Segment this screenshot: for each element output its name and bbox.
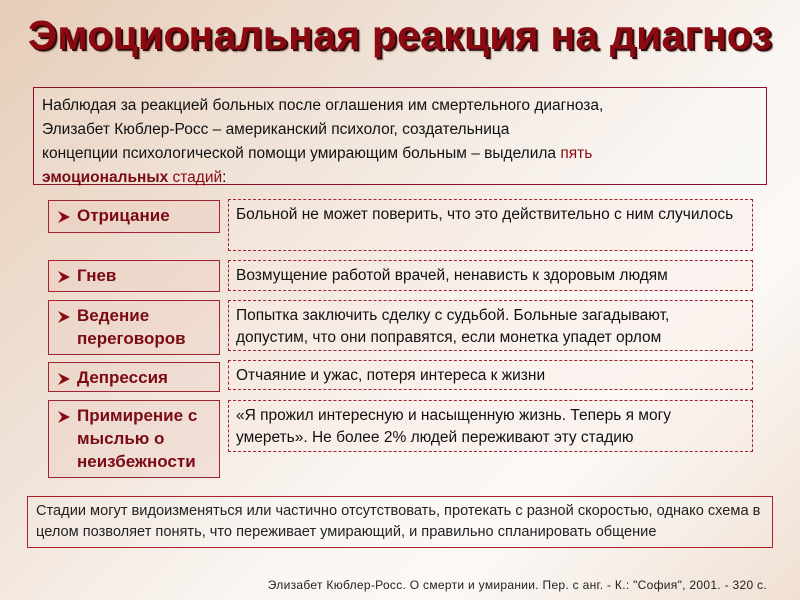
stage-label-bargaining — [48, 300, 220, 355]
stage-desc-acceptance: «Я прожил интересную и насыщенную жизнь. Теперь я могу умереть». Не более 2% людей переживают эту стадию — [228, 400, 753, 452]
stage-label-anger — [48, 260, 220, 292]
intro-line-1: Наблюдая за реакцией больных после оглашения им смертельного диагноза, — [42, 97, 604, 114]
slide-title: Эмоциональная реакция на диагноз — [27, 12, 773, 58]
stage-label-acceptance — [48, 400, 220, 478]
stage-desc-denial: Больной не может поверить, что это действительно с ним случилось — [228, 199, 753, 251]
highlight-five: пять — [560, 145, 593, 162]
stage-label-text: Гнев — [77, 266, 117, 285]
arrowhead-bullet-icon — [57, 369, 77, 392]
highlight-emotional: эмоциональных — [42, 169, 169, 186]
arrowhead-bullet-icon — [57, 407, 77, 430]
stage-label-text: Примирение с мыслью о неизбежности — [77, 406, 198, 471]
stage-label-denial — [48, 200, 220, 233]
arrowhead-bullet-icon — [57, 307, 77, 330]
intro-line-2: Элизабет Кюблер-Росс – американский психолог, создательница — [42, 121, 510, 138]
intro-box — [33, 87, 767, 185]
stage-desc-depression: Отчаяние и ужас, потеря интереса к жизни — [228, 360, 753, 390]
citation: Элизабет Кюблер-Росс. О смерти и умирании. Пер. с анг. - К.: "София", 2001. - 320 с. — [267, 578, 767, 592]
stage-desc-anger: Возмущение работой врачей, ненависть к здоровым людям — [228, 260, 753, 291]
intro-line-3 — [42, 142, 758, 166]
intro-suffix: : — [222, 169, 227, 186]
intro-line-4 — [42, 166, 758, 190]
stage-label-depression — [48, 362, 220, 392]
stage-label-text: Ведение переговоров — [77, 306, 186, 348]
intro-line-3-text: концепции психологической помощи умирающим больным – выделила — [42, 145, 561, 162]
highlight-stages: стадий — [172, 169, 223, 186]
arrowhead-bullet-icon — [57, 207, 77, 230]
stage-desc-bargaining: Попытка заключить сделку с судьбой. Больные загадывают, допустим, что они поправятся, если монетка упадет орлом — [228, 300, 753, 351]
note-box: Стадии могут видоизменяться или частично отсутствовать, протекать с разной скоростью, однако схема в целом позволяет понять, что переживает умирающий, и правильно спланировать общение — [27, 496, 773, 548]
arrowhead-bullet-icon — [57, 267, 77, 290]
stage-label-text: Депрессия — [77, 368, 168, 387]
stage-label-text: Отрицание — [77, 206, 170, 225]
